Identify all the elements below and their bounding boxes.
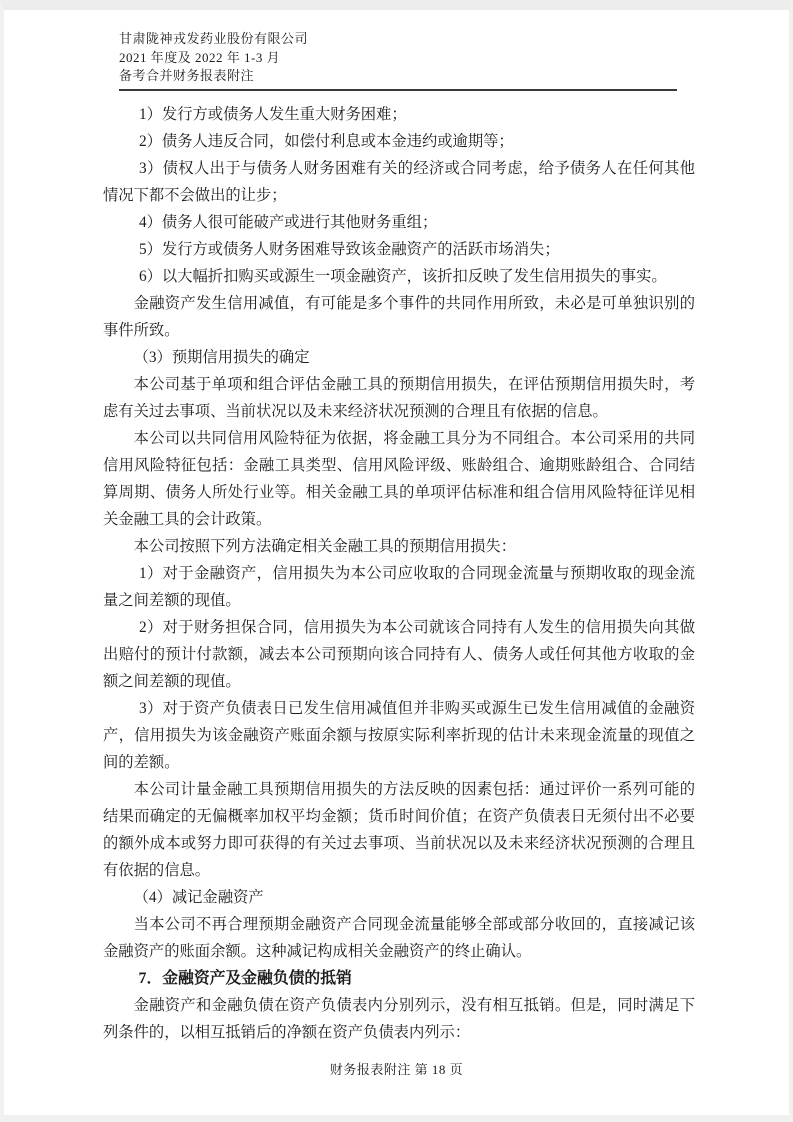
paragraph: 1）发行方或债务人发生重大财务困难； [138,105,407,123]
paragraph: 金融资产发生信用减值，有可能是多个事件的共同作用所致，未必是可单独识别的事件所致。 [103,294,695,339]
company-name: 甘肃陇神戎发药业股份有限公司 [119,31,309,46]
document-title: 备考合并财务报表附注 [119,68,255,83]
paragraph: 3）对于资产负债表日已发生信用减值但并非购买或源生已发生信用减值的金融资产，信用损失为该金融资产账面余额与按原实际利率折现的估计未来现金流量的现值之间的差额。 [103,699,695,771]
paragraph: 4）债务人很可能破产或进行其他财务重组； [138,213,438,231]
paragraph: 6）以大幅折扣购买或源生一项金融资产，该折扣反映了发生信用损失的事实。 [138,267,667,285]
paragraph: 3）债权人出于与债务人财务困难有关的经济或合同考虑，给予债务人在任何其他情况下都不会做出的让步； [103,159,695,204]
paragraph: 金融资产和金融负债在资产负债表内分别列示，没有相互抵销。但是，同时满足下列条件的，以相互抵销后的净额在资产负债表内列示： [103,996,695,1041]
paragraph: 1）对于金融资产，信用损失为本公司应收取的合同现金流量与预期收取的现金流量之间差额的现值。 [103,564,695,609]
header-divider [119,89,677,91]
paragraph: 本公司以共同信用风险特征为依据，将金融工具分为不同组合。本公司采用的共同信用风险特征包括：金融工具类型、信用风险评级、账龄组合、逾期账龄组合、合同结算周期、债务人所处行业等。相关金融工具的单项评估标准和组合信用风险特征详见相关金融工具的会计政策。 [103,429,695,528]
footer-page-label: 财务报表附注 第 18 页 [329,1061,464,1077]
section-heading: 7．金融资产及金融负债的抵销 [138,969,352,987]
page-footer [0,1059,793,1078]
paragraph: 本公司按照下列方法确定相关金融工具的预期信用损失： [133,537,517,555]
paragraph: 当本公司不再合理预期金融资产合同现金流量能够全部或部分收回的，直接减记该金融资产的账面余额。这种减记构成相关金融资产的终止确认。 [103,915,695,960]
paragraph: 本公司计量金融工具预期信用损失的方法反映的因素包括：通过评价一系列可能的结果而确定的无偏概率加权平均金额；货币时间价值；在资产负债表日无须付出不必要的额外成本或努力即可获得的有关过去事项、当前状况以及未来经济状况预测的合理且有依据的信息。 [103,780,695,879]
paragraph: 5）发行方或债务人财务困难导致该金融资产的活跃市场消失； [138,240,560,258]
paragraph: （4）减记金融资产 [133,888,264,906]
paragraph: 2）对于财务担保合同，信用损失为本公司就该合同持有人发生的信用损失向其做出赔付的预计付款额，减去本公司预期向该合同持有人、债务人或任何其他方收取的金额之间差额的现值。 [103,618,695,690]
report-header [0,0,793,86]
paragraph: 2）债务人违反合同，如偿付利息或本金违约或逾期等； [138,132,514,150]
report-period: 2021 年度及 2022 年 1-3 月 [119,49,281,65]
paragraph: （3）预期信用损失的确定 [133,348,310,366]
document-body [103,101,695,1046]
paragraph: 本公司基于单项和组合评估金融工具的预期信用损失，在评估预期信用损失时，考虑有关过去事项、当前状况以及未来经济状况预测的合理且有依据的信息。 [103,375,695,420]
